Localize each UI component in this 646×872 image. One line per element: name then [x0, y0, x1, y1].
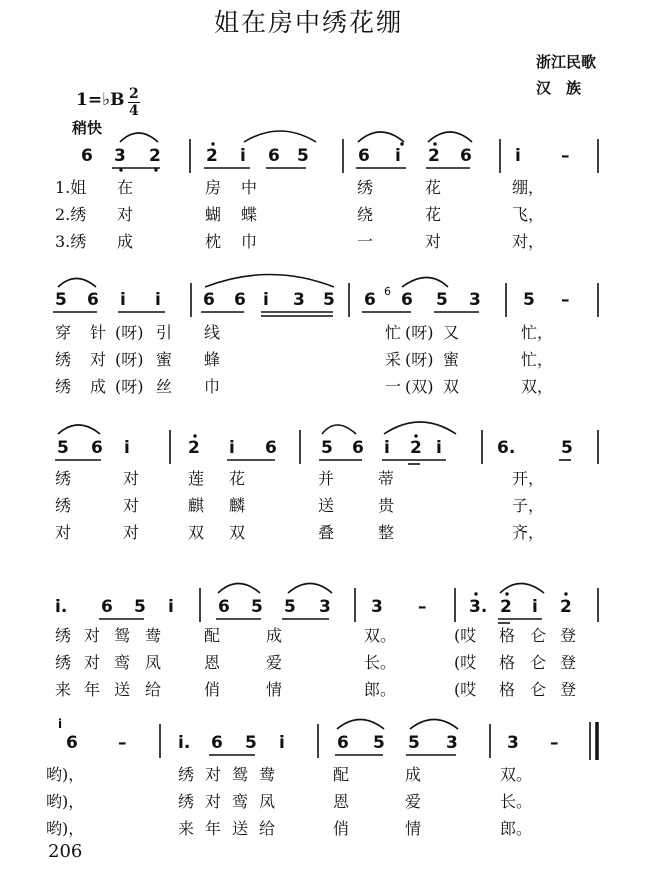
lyric: 仑 [530, 653, 547, 672]
lyric: 花 [425, 178, 442, 197]
tempo-marking: 稍快 [72, 119, 103, 137]
lyric: 对 [123, 496, 140, 515]
note: i [240, 146, 246, 166]
note: 3 [293, 290, 305, 310]
lyric: 绣 [55, 626, 72, 645]
slur [244, 131, 316, 142]
lyric: 绣 [178, 765, 195, 784]
lyric: 对 [84, 653, 101, 672]
lyric: 郎。 [500, 819, 533, 838]
lyric: 一 [385, 377, 402, 396]
lyric: 仑 [530, 680, 547, 699]
note: 5 [436, 290, 448, 310]
lyric: 双。 [364, 626, 397, 645]
lyric: 鸾 [114, 653, 131, 672]
lyric: 莲 [188, 469, 205, 488]
lyric: 蜂 [204, 350, 221, 369]
note: – [118, 733, 127, 753]
lyric: 对 [117, 205, 134, 224]
lyric: 绣 [55, 469, 72, 488]
slur [218, 584, 260, 594]
note: 6 [81, 146, 93, 166]
lyric: 成 [117, 232, 134, 251]
note: – [418, 597, 427, 617]
note: 6 [401, 290, 413, 310]
lyric: 来 [178, 819, 195, 838]
note: i [395, 146, 401, 166]
note: 5 [323, 290, 335, 310]
lyric: 鸯 [145, 626, 162, 645]
note: 5 [284, 597, 296, 617]
note: i. [178, 733, 191, 753]
note: 5 [55, 290, 67, 310]
lyric: 登 [560, 653, 577, 672]
lyric: 配 [333, 765, 350, 784]
lyric: 巾 [241, 232, 258, 251]
note: 5 [245, 733, 257, 753]
lyric: 采 [385, 350, 402, 369]
note: 6 [87, 290, 99, 310]
lyric: 穿 [55, 323, 72, 342]
lyric: (呀) [115, 350, 144, 369]
lyric: 绣 [55, 377, 72, 396]
lyric: 登 [560, 626, 577, 645]
octave-dot-low [154, 168, 157, 171]
note: 3 [371, 597, 383, 617]
grace-note: i [58, 717, 63, 731]
lyric: 绣 [55, 496, 72, 515]
lyric: 哟)， [46, 819, 85, 838]
note: 6 [364, 290, 376, 310]
lyric: 长。 [500, 792, 533, 811]
note: 6 [337, 733, 349, 753]
note: 5 [57, 438, 69, 458]
slur [288, 584, 332, 594]
lyric: 哟)， [46, 765, 85, 784]
lyric: 中 [241, 178, 258, 197]
octave-dot [505, 592, 508, 595]
lyric: 郎。 [364, 680, 397, 699]
lyric: 对 [84, 626, 101, 645]
octave-dot [474, 592, 477, 595]
slur [500, 584, 544, 594]
lyric: 绕 [357, 205, 374, 224]
lyric: 蝴 [205, 205, 222, 224]
note: 6 [203, 290, 215, 310]
lyric: 枕 [205, 232, 222, 251]
song-source: 浙江民歌 [536, 53, 597, 71]
lyric: 对 [123, 523, 140, 542]
note: 6 [265, 438, 277, 458]
lyric: 双 [229, 523, 246, 542]
note: 2 [560, 597, 572, 617]
lyric: (哎 [454, 680, 477, 699]
lyric: 鸯 [259, 765, 276, 784]
note: 2 [149, 146, 161, 166]
time-signature-top: 2 [129, 86, 139, 102]
lyric: 又 [443, 323, 460, 342]
lyric: 房 [205, 178, 222, 197]
note: i [155, 290, 161, 310]
note: 5 [297, 146, 309, 166]
octave-dot [211, 142, 214, 145]
note: 5 [373, 733, 385, 753]
lyric: 对 [205, 792, 222, 811]
note: 3 [507, 733, 519, 753]
key-signature: 1=♭B [76, 90, 125, 110]
lyric: 成 [90, 377, 107, 396]
note: i [263, 290, 269, 310]
lyric: 格 [499, 680, 516, 699]
note: i [229, 438, 235, 458]
lyric: 哟)， [46, 792, 85, 811]
lyric: 配 [204, 626, 221, 645]
lyric: 对 [205, 765, 222, 784]
lyric: 成 [266, 626, 283, 645]
note: 2 [206, 146, 218, 166]
lyric: (哎 [454, 626, 477, 645]
lyric: 鸳 [114, 626, 131, 645]
slur [58, 279, 96, 288]
lyric: 爱 [266, 653, 283, 672]
note: 2 [188, 438, 200, 458]
slur [358, 132, 404, 142]
lyric: 开， [512, 469, 545, 488]
note: 3 [319, 597, 331, 617]
lyric: 长。 [364, 653, 397, 672]
slur [205, 275, 334, 288]
lyric: 麟 [229, 496, 246, 515]
lyric: 整 [378, 523, 395, 542]
note: 3. [469, 597, 488, 617]
note: – [550, 733, 559, 753]
lyric: 飞， [512, 205, 545, 224]
lyric: 绣 [55, 350, 72, 369]
lyric: 蒂 [378, 469, 395, 488]
time-signature-bottom: 4 [129, 103, 139, 119]
note: i [436, 438, 442, 458]
lyric: 在 [117, 178, 134, 197]
lyric: 对 [55, 523, 72, 542]
lyric: 给 [259, 819, 276, 838]
lyric: 绣 [178, 792, 195, 811]
lyric: 凤 [259, 792, 276, 811]
note: 5 [321, 438, 333, 458]
lyric: 恩 [333, 792, 350, 811]
note: 6 [460, 146, 472, 166]
note: 6. [497, 438, 516, 458]
lyric: 鸾 [232, 792, 249, 811]
lyric: 绷， [512, 178, 545, 197]
lyric: 花 [425, 205, 442, 224]
slur [410, 720, 458, 730]
note: 6 [218, 597, 230, 617]
note: 6 [101, 597, 113, 617]
lyric: 子， [512, 496, 545, 515]
note: 5 [523, 290, 535, 310]
lyric: 俏 [204, 680, 221, 699]
slur [384, 422, 456, 434]
lyric: (呀) [405, 323, 434, 342]
note: i. [55, 597, 68, 617]
song-title: 姐在房中绣花绷 [214, 8, 404, 37]
note: i [384, 438, 390, 458]
note: i [279, 733, 285, 753]
lyric: 双 [443, 377, 460, 396]
octave-dot [400, 142, 403, 145]
lyric: 线 [204, 323, 221, 342]
note: 5 [251, 597, 263, 617]
page-number: 206 [48, 841, 83, 862]
lyric: 一 [357, 232, 374, 251]
slur [322, 425, 356, 434]
lyric: 俏 [333, 819, 350, 838]
note: – [561, 290, 570, 310]
grace-note: 6̇ [384, 285, 391, 298]
note: i [124, 438, 130, 458]
lyric: 1.姐 [55, 178, 87, 197]
slur [120, 133, 158, 142]
note: 3 [114, 146, 126, 166]
lyric: 叠 [318, 523, 335, 542]
note: 3 [469, 290, 481, 310]
lyric: 情 [266, 680, 283, 699]
ethnicity-label: 汉 族 [536, 79, 582, 97]
lyric: 并 [318, 469, 335, 488]
octave-dot [564, 592, 567, 595]
lyric: 双。 [500, 765, 533, 784]
note: 5 [408, 733, 420, 753]
note: 3 [446, 733, 458, 753]
octave-dot [193, 434, 196, 437]
lyric: 忙， [521, 350, 554, 369]
note: i [120, 290, 126, 310]
lyric: 蜜 [443, 350, 460, 369]
octave-dot-low [119, 168, 122, 171]
lyric: 凤 [145, 653, 162, 672]
note: i [168, 597, 174, 617]
lyric: 格 [499, 626, 516, 645]
lyric: 爱 [405, 792, 422, 811]
note: 6 [352, 438, 364, 458]
lyric: (双) [405, 377, 434, 396]
lyric: 蝶 [241, 205, 258, 224]
lyric: 登 [560, 680, 577, 699]
note: 6 [268, 146, 280, 166]
note: 2 [500, 597, 512, 617]
note: – [561, 146, 570, 166]
lyric: 贵 [378, 496, 395, 515]
note: 6 [358, 146, 370, 166]
lyric: 对 [123, 469, 140, 488]
note: 2 [428, 146, 440, 166]
lyric: (呀) [115, 377, 144, 396]
slur [58, 425, 100, 434]
slur [337, 720, 384, 730]
lyric: 忙 [385, 323, 402, 342]
octave-dot [414, 434, 417, 437]
lyric: 鸳 [232, 765, 249, 784]
lyric: 给 [145, 680, 162, 699]
lyric: 引 [156, 323, 173, 342]
lyric: (呀) [115, 323, 144, 342]
lyric: 绣 [55, 653, 72, 672]
lyric: 双 [188, 523, 205, 542]
lyric: 来 [55, 680, 72, 699]
note: 6 [211, 733, 223, 753]
lyric: 2.绣 [55, 205, 87, 224]
lyric: 成 [405, 765, 422, 784]
lyric: 送 [232, 819, 249, 838]
lyric: 蜜 [156, 350, 173, 369]
slur [428, 132, 472, 142]
lyric: 双， [521, 377, 554, 396]
lyric: 3.绣 [55, 232, 87, 251]
lyric: 绣 [357, 178, 374, 197]
lyric: 针 [90, 323, 107, 342]
note: 6 [91, 438, 103, 458]
note: i [515, 146, 521, 166]
lyric: 年 [205, 819, 222, 838]
note: 5 [561, 438, 573, 458]
lyric: 齐， [512, 523, 545, 542]
lyric: 对 [425, 232, 442, 251]
lyric: 忙， [521, 323, 554, 342]
lyric: 恩 [204, 653, 221, 672]
lyric: 格 [499, 653, 516, 672]
note: i [532, 597, 538, 617]
lyric: 丝 [156, 377, 173, 396]
note: 5 [134, 597, 146, 617]
lyric: 花 [229, 469, 246, 488]
lyric: 麒 [188, 496, 205, 515]
lyric: 送 [318, 496, 335, 515]
lyric: 仑 [530, 626, 547, 645]
lyric: 巾 [204, 377, 221, 396]
lyric: (哎 [454, 653, 477, 672]
lyric: (呀) [405, 350, 434, 369]
lyric: 送 [114, 680, 131, 699]
lyric: 对 [90, 350, 107, 369]
lyric: 年 [84, 680, 101, 699]
note: 2 [410, 438, 422, 458]
slur [402, 278, 448, 288]
lyric: 对， [512, 232, 545, 251]
octave-dot [433, 142, 436, 145]
note: 6 [234, 290, 246, 310]
lyric: 情 [405, 819, 422, 838]
note: 6 [66, 733, 78, 753]
